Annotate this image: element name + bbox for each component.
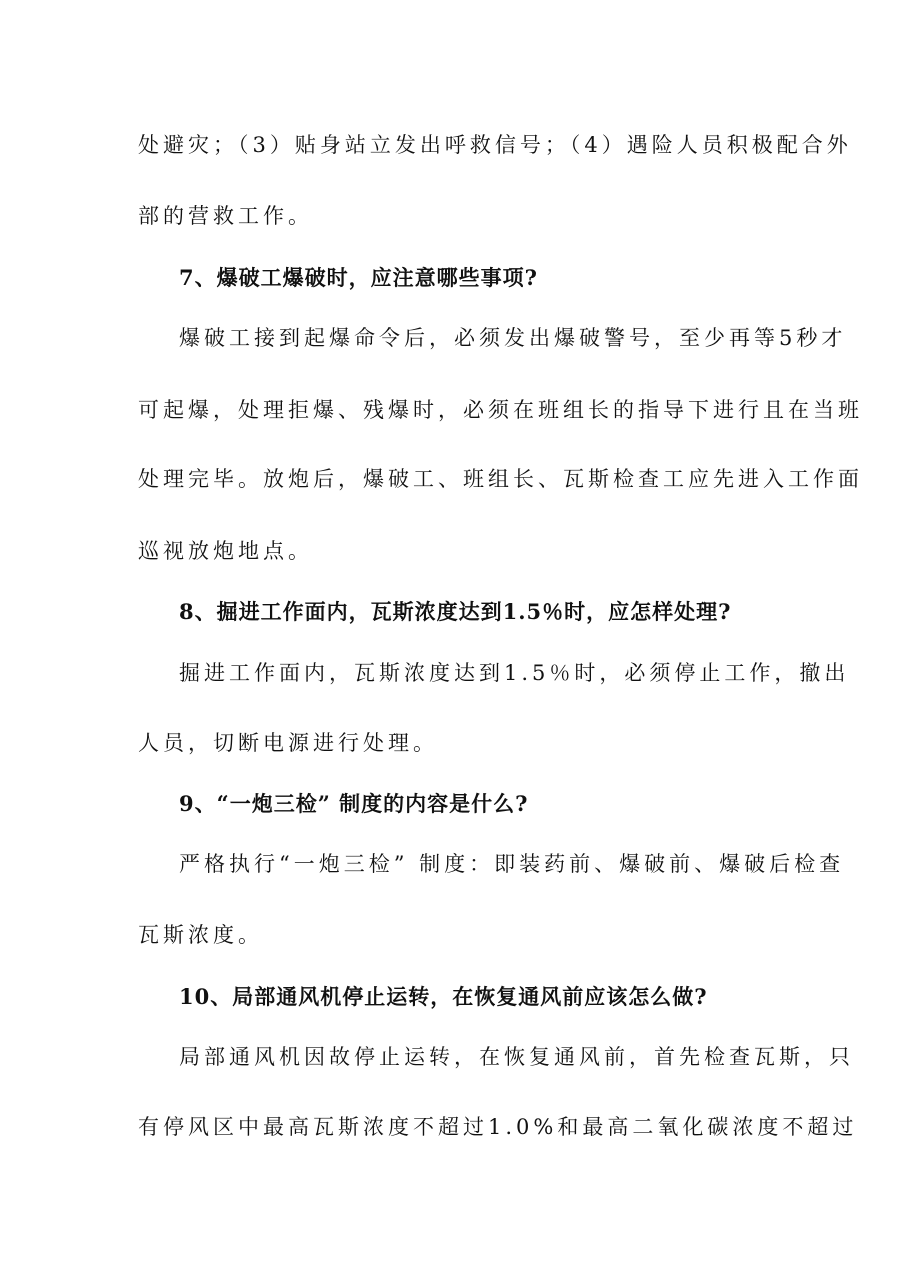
paragraph-line: 掘进工作面内，瓦斯浓度达到1.5％时，必须停止工作，撤出	[179, 661, 850, 685]
paragraph-line: 局部通风机因故停止运转，在恢复通风前，首先检查瓦斯，只	[179, 1045, 854, 1069]
question-heading-9: 9、“一炮三检” 制度的内容是什么?	[179, 791, 529, 816]
paragraph-line: 处避灾；（3）贴身站立发出呼救信号；（4）遇险人员积极配合外	[138, 133, 852, 157]
paragraph-line: 部的营救工作。	[138, 204, 313, 228]
paragraph-line: 处理完毕。放炮后，爆破工、班组长、瓦斯检查工应先进入工作面	[138, 467, 863, 491]
question-heading-10: 10、局部通风机停止运转，在恢复通风前应该怎么做?	[179, 984, 708, 1009]
paragraph-line: 人员，切断电源进行处理。	[138, 731, 438, 755]
paragraph-line: 巡视放炮地点。	[138, 539, 313, 563]
question-heading-8: 8、掘进工作面内，瓦斯浓度达到1.5％时，应怎样处理?	[179, 599, 732, 624]
paragraph-line: 严格执行“一炮三检” 制度：即装药前、爆破前、爆破后检查	[179, 852, 845, 876]
paragraph-line: 瓦斯浓度。	[138, 923, 263, 947]
paragraph-line: 爆破工接到起爆命令后，必须发出爆破警号，至少再等5秒才	[179, 326, 847, 350]
paragraph-line: 可起爆，处理拒爆、残爆时，必须在班组长的指导下进行且在当班	[138, 398, 863, 422]
question-heading-7: 7、爆破工爆破时，应注意哪些事项?	[179, 265, 538, 290]
paragraph-line: 有停风区中最高瓦斯浓度不超过1.0%和最高二氧化碳浓度不超过	[138, 1115, 858, 1139]
